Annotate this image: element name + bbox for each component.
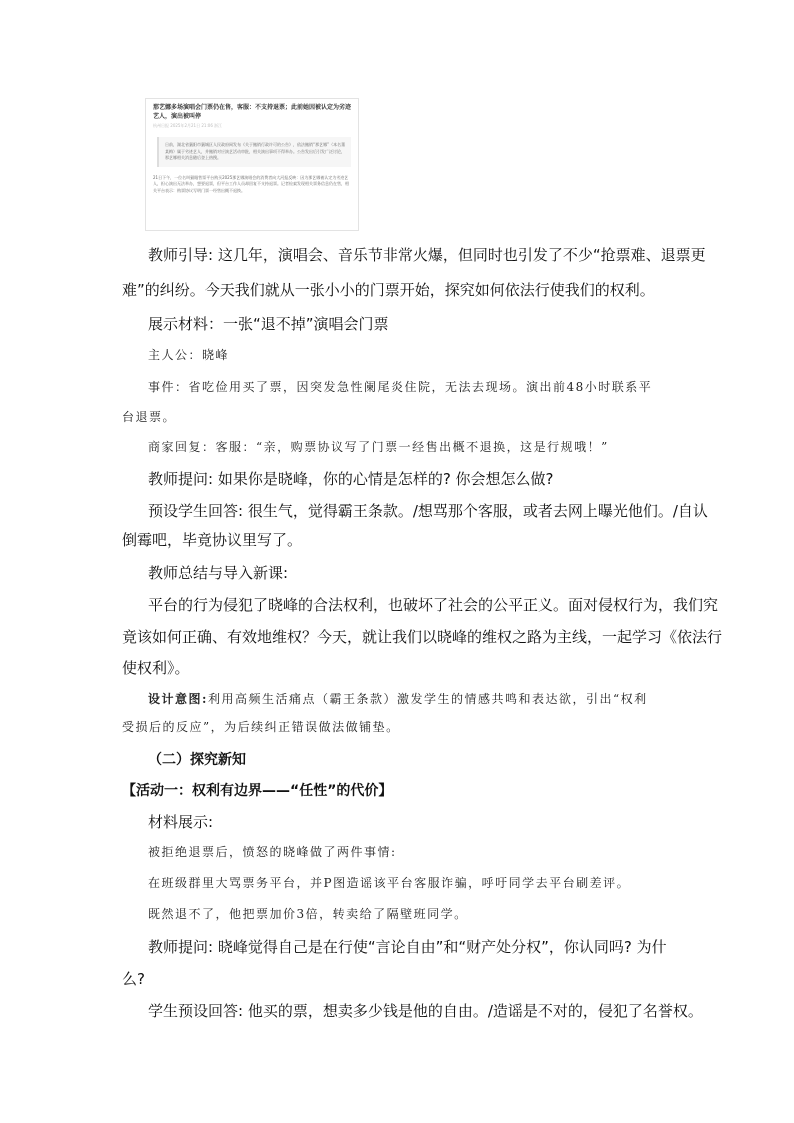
paragraph-line: 竟该如何正确、有效地维权？今天，就让我们以晓峰的维权之路为主线，一起学习《依法行 — [122, 628, 723, 646]
paragraph-line: 展示材料：一张“退不掉”演唱会门票 — [148, 315, 389, 333]
paragraph-line: 预设学生回答: 很生气，觉得霸王条款。/想骂那个客服，或者去网上曝光他们。/自认 — [148, 502, 708, 520]
paragraph-line: 台退票。 — [122, 410, 177, 424]
design-intent-line — [148, 690, 648, 707]
news-screenshot — [145, 98, 359, 231]
paragraph-line: 主人公：晓峰 — [148, 348, 230, 362]
news-paragraph: 21日下午，一位名叫猫眼售票平台购买2025那艺娜演唱会的消费者向大河报反映：因为那艺娜被认定为劣迹艺人，担心演出无法举办，想要退票，但平台工作人员却回复不支持退票。记者检索发现相关票务信息仍在售，相关平台表示：购票协议写明门票一经售出概不退换。 — [153, 174, 349, 193]
paragraph-line: 难”的纠纷。今天我们就从一张小小的门票开始，探究如何依法行使我们的权利。 — [122, 281, 655, 299]
paragraph-line: 么? — [122, 970, 145, 988]
paragraph-line: 在班级群里大骂票务平台，并P图造谣该平台客服诈骗，呼吁同学去平台刷差评。 — [148, 876, 631, 890]
paragraph-line: 平台的行为侵犯了晓峰的合法权利，也破坏了社会的公平正义。面对侵权行为，我们究 — [148, 596, 719, 614]
paragraph-line: 被拒绝退票后，愤怒的晓峰做了两件事情: — [148, 845, 397, 859]
paragraph-line: 事件：省吃俭用买了票，因突发急性阑尾炎住院，无法去现场。演出前48小时联系平 — [148, 380, 653, 394]
news-quote: 日前，湖北省襄阳市襄城区人民政府网发布《关于撤销行政许可的公告》，依法撤销“那艺娜”（本名董某梅）属于劣迹艺人，并撤销对应演艺活动审批，相关演出事项不得举办。公告发出后引发广泛讨论，那艺娜相关消息随后登上热搜。 — [157, 137, 351, 167]
paragraph-line: 学生预设回答: 他买的票，想卖多少钱是他的自由。/造谣是不对的，侵犯了名誉权。 — [148, 1002, 703, 1020]
paragraph-line: 倒霉吧，毕竟协议里写了。 — [122, 531, 303, 549]
paragraph-line: 受损后的反应”，为后续纠正错误做法做铺垫。 — [122, 720, 400, 734]
paragraph-line: 教师提问: 晓峰觉得自己是在行使“言论自由”和“财产处分权”，你认同吗? 为什 — [148, 938, 667, 956]
news-headline: 那艺娜多场演唱会门票仍在售，客服：不支持退票；此前她因被认定为劣迹艺人，演出被叫停 — [153, 104, 352, 120]
design-intent-label: 设计意图: — [148, 692, 208, 706]
paragraph-line: 教师引导: 这几年，演唱会、音乐节非常火爆，但同时也引发了不少“抢票难、退票更 — [148, 246, 706, 264]
paragraph-line: 使权利》。 — [122, 659, 190, 677]
paragraph-line: 既然退不了，他把票加价3倍，转卖给了隔壁班同学。 — [148, 907, 468, 921]
news-meta: 杭州日报 2025年2月21日 21:06 浙江 — [153, 123, 223, 128]
activity-heading: 【活动一：权利有边界——“任性”的代价】 — [122, 783, 393, 799]
design-intent-text: 利用高频生活痛点（霸王条款）激发学生的情感共鸣和表达欲，引出“权利 — [207, 692, 648, 706]
paragraph-line: 教师提问: 如果你是晓峰，你的心情是怎样的? 你会想怎么做? — [148, 470, 554, 488]
paragraph-line: 材料展示: — [148, 813, 214, 831]
paragraph-line: 教师总结与导入新课: — [148, 564, 289, 582]
section-heading: （二）探究新知 — [148, 752, 246, 768]
paragraph-line: 商家回复：客服：“亲，购票协议写了门票一经售出概不退换，这是行规哦！” — [148, 440, 609, 454]
